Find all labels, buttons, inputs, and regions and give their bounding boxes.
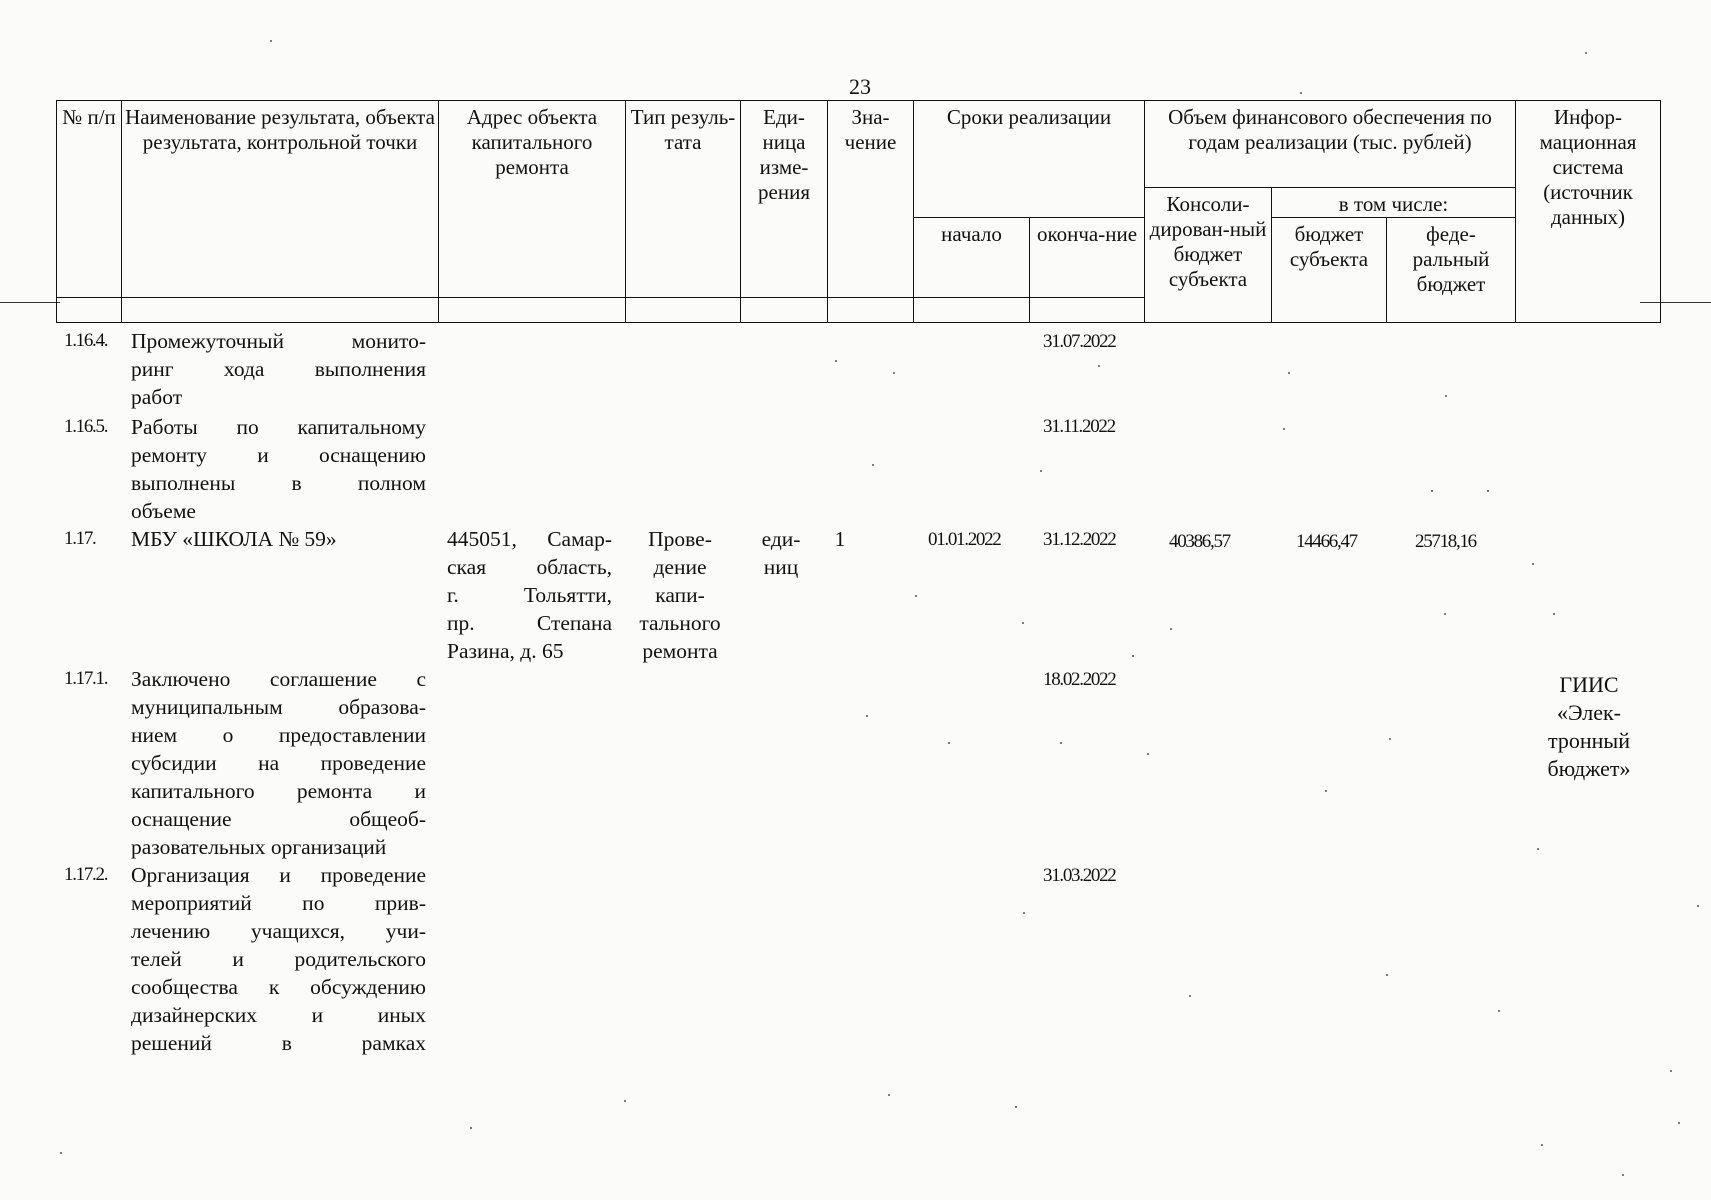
scan-speck	[893, 372, 895, 374]
row-name: Промежуточный монито- ринг хода выполнения работ	[131, 329, 426, 409]
scan-speck	[835, 360, 837, 362]
scan-speck	[270, 40, 272, 42]
header-blank-cell	[626, 298, 741, 323]
row-type: Прове- дение капи- тального ремонта	[639, 527, 721, 663]
scan-speck	[1444, 613, 1446, 615]
header-blank-cell	[1030, 298, 1145, 323]
scan-speck	[1585, 52, 1587, 54]
header-value: Зна-чение	[828, 101, 914, 298]
scan-speck	[1325, 790, 1327, 792]
scan-line-left	[0, 302, 60, 303]
scan-speck	[1022, 622, 1024, 624]
row-number: 1.17.1.	[64, 668, 108, 689]
row-number: 1.17.	[64, 528, 96, 549]
row-number: 1.16.5.	[64, 416, 108, 437]
scan-speck	[1541, 1144, 1543, 1146]
header-blank-cell	[741, 298, 828, 323]
row-name: МБУ «ШКОЛА № 59»	[131, 527, 337, 551]
scan-speck	[1389, 738, 1391, 740]
scan-speck	[1098, 365, 1100, 367]
row-consolidated: 40386,57	[1169, 531, 1230, 552]
scan-speck	[1697, 905, 1699, 907]
row-federal-budget: 25718,16	[1415, 531, 1476, 552]
scan-speck	[1678, 1122, 1680, 1124]
scan-speck	[1431, 490, 1433, 492]
scan-speck	[915, 595, 917, 597]
scan-speck	[1445, 395, 1447, 397]
scan-speck	[1189, 995, 1191, 997]
scan-speck	[1498, 1010, 1500, 1012]
scan-speck	[1300, 92, 1302, 94]
header-type: Тип резуль-тата	[626, 101, 741, 298]
scan-speck	[948, 742, 950, 744]
scan-speck	[1015, 1106, 1017, 1108]
scan-speck	[1147, 753, 1149, 755]
scan-speck	[1622, 1174, 1624, 1176]
scan-speck	[1170, 628, 1172, 630]
scan-speck	[872, 464, 874, 466]
row-end-date: 18.02.2022	[1043, 669, 1116, 690]
header-name: Наименование результата, объекта результата, контрольной точки	[122, 101, 439, 298]
scan-speck	[1487, 490, 1489, 492]
scan-speck	[888, 1094, 890, 1096]
scan-speck	[1040, 470, 1042, 472]
scan-speck	[1670, 1070, 1672, 1072]
scan-speck	[1288, 372, 1290, 374]
row-number: 1.16.4.	[64, 330, 108, 351]
scan-speck	[1532, 563, 1534, 565]
row-end-date: 31.12.2022	[1043, 529, 1116, 550]
page-number: 23	[849, 74, 871, 99]
row-name: Организация и проведение мероприятий по прив- лечению учащихся, учи- телей и родительского сообщества к обсуждению дизайнерских и иных решений в рамках	[131, 863, 426, 1055]
row-subject-budget: 14466,47	[1296, 531, 1357, 552]
header-table	[56, 100, 1661, 323]
header-blank-cell	[914, 298, 1030, 323]
header-federal-budget: феде-ральный бюджет	[1387, 218, 1516, 323]
row-info-system: ГИИС «Элек- тронный бюджет»	[1547, 672, 1631, 781]
row-end-date: 31.07.2022	[1043, 331, 1116, 352]
scan-speck	[1386, 974, 1388, 976]
header-info: Инфор-мационная система (источник данных)	[1516, 101, 1661, 323]
row-value: 1	[834, 527, 846, 551]
scan-speck	[1132, 655, 1134, 657]
header-subject-budget: бюджет субъекта	[1272, 218, 1387, 323]
row-number: 1.17.2.	[64, 864, 108, 885]
row-start-date: 01.01.2022	[928, 529, 1001, 550]
scan-speck	[624, 1100, 626, 1102]
row-name: Заключено соглашение с муниципальным образова- нием о предоставлении субсидии на проведение капитального ремонта и оснащение общеоб- разовательных организаций	[131, 667, 426, 859]
header-period: Сроки реализации	[914, 101, 1145, 218]
header-blank-cell	[828, 298, 914, 323]
header-blank-cell	[122, 298, 439, 323]
scan-speck	[1060, 742, 1062, 744]
row-unit: еди- ниц	[761, 527, 801, 579]
row-name: Работы по капитальному ремонту и оснащению выполнены в полном объеме	[131, 415, 426, 523]
row-address: 445051, Самар- ская область, г. Тольятти, пр. Степана Разина, д. 65	[447, 527, 612, 663]
header-blank-cell	[57, 298, 122, 323]
header-including: в том числе:	[1272, 188, 1516, 218]
scan-speck	[1537, 848, 1539, 850]
header-start: начало	[914, 218, 1030, 298]
header-blank-cell	[439, 298, 626, 323]
scan-speck	[60, 1152, 62, 1154]
header-unit: Еди-ница изме-рения	[741, 101, 828, 298]
header-consolidated: Консоли-дирован-ный бюджет субъекта	[1145, 188, 1272, 323]
scan-speck	[1023, 912, 1025, 914]
scan-speck	[1283, 428, 1285, 430]
row-end-date: 31.11.2022	[1043, 416, 1115, 437]
header-end: оконча-ние	[1030, 218, 1145, 298]
scan-speck	[1553, 613, 1555, 615]
scan-speck	[470, 1127, 472, 1129]
header-address: Адрес объекта капитального ремонта	[439, 101, 626, 298]
header-num: № п/п	[57, 101, 122, 298]
header-finance: Объем финансового обеспечения по годам реализации (тыс. рублей)	[1145, 101, 1516, 188]
scan-speck	[866, 715, 868, 717]
row-end-date: 31.03.2022	[1043, 865, 1116, 886]
